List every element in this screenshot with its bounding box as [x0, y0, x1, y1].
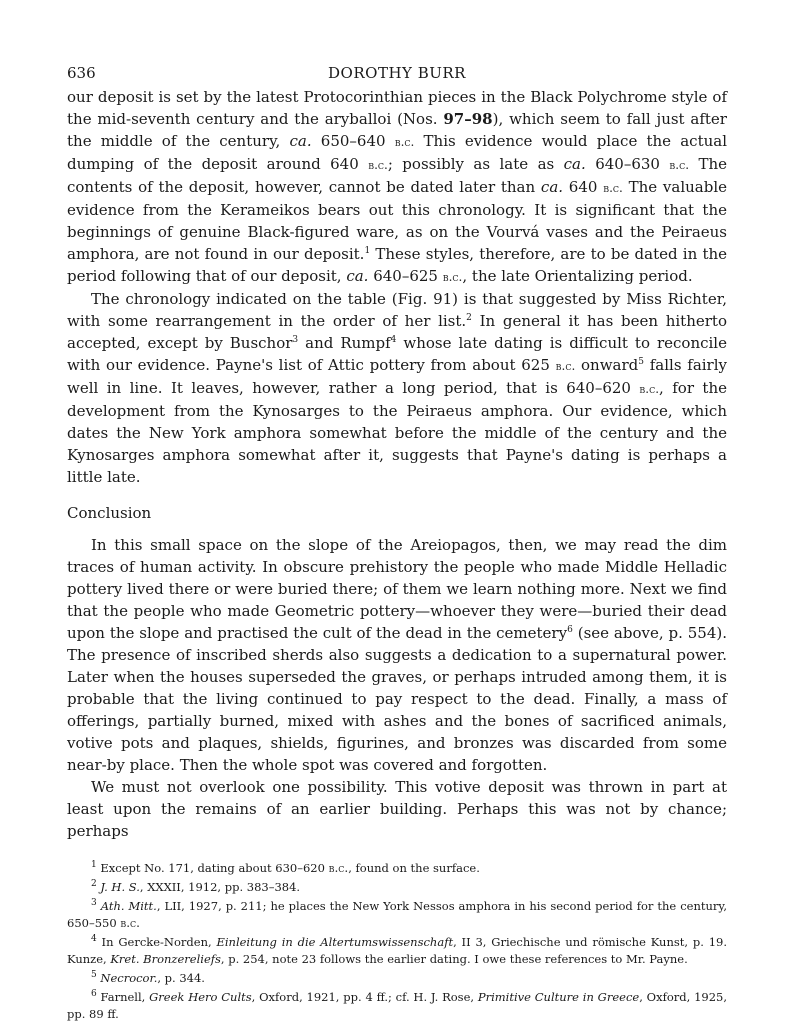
footnote-ref[interactable]: 4 — [390, 335, 397, 345]
footnote: $^5$ Necrocor., p. 344. — [91, 970, 205, 985]
footnote: $^6$ Farnell, Greek Hero Cults, Oxford, 1921, pp. 4 ff.; cf. H. J. Rose, Primitive Culture in Greece, Oxford, 1925, pp. 89 ff. — [67, 989, 727, 1021]
footnotes — [67, 860, 727, 1023]
footnote-ref[interactable]: 1 — [364, 246, 371, 256]
paragraph: We must not overlook one possibility. This votive deposit was thrown in part at least upon the remains of an earlier building. Perhaps this was not by chance; perhaps — [67, 778, 727, 840]
footnote: $^4$ In Gercke-Norden, Einleitung in die Altertumswissenschaft, II 3, Griechische und römische Kunst, p. 19. Kunze, Kret. Bronzereliefs, p. 254, note 23 follows the earlier dating. I owe these references to Mr. Payne. — [67, 934, 727, 966]
page — [67, 60, 727, 1023]
footnote: $^1$ Except No. 171, dating about 630–620 b.c., found on the surface. — [91, 860, 480, 875]
footnote-ref[interactable]: 5 — [638, 357, 644, 367]
running-head: DOROTHY BURR — [328, 64, 466, 82]
page-number: 636 — [67, 64, 96, 82]
footnote-ref[interactable]: 2 — [466, 313, 472, 323]
footnote: $^2$ J. H. S., XXXII, 1912, pp. 383–384. — [91, 879, 301, 894]
paragraph: our deposit is set by the latest Protocorinthian pieces in the Black Polychrome style of the mid-seventh century and the aryballoi (Nos. 97–98), which seem to fall just after the middle of the century, ca. 650–640 b.c. This evidence would place the actual dumping of the deposit around 640 b.c.; possibly as late as ca. 640–630 b.c. The contents of the deposit, however, cannot be dated later than ca. 640 b.c. The valuable evidence from the Kerameikos bears out this chronology. It is significant that the beginnings of genuine Black-figured ware, as on the Vourvá vases and the Peiraeus amphora, are not found in our deposit.$^1$ These styles, therefore, are to be dated in the period following that of our deposit, ca. 640–625 b.c., the late Orientalizing period. — [67, 88, 728, 285]
footnote-ref[interactable]: 6 — [567, 625, 573, 635]
section-heading: Conclusion — [67, 504, 152, 522]
paragraph: The chronology indicated on the table (Fig. 91) is that suggested by Miss Richter, with some rearrangement in the order of her list.$^2$ In general it has been hitherto accepted, except by Buschor$^3$ and Rumpf$^4$ whose late dating is difficult to reconcile with our evidence. Payne's list of Attic pottery from about 625 b.c. onward$^5$ falls fairly well in line. It leaves, however, rather a long period, that is 640–620 b.c., for the development from the Kynosarges to the Peiraeus amphora. Our evidence, which dates the New York amphora somewhat before the middle of the century and the Kynosarges amphora somewhat after it, suggests that Payne's dating is perhaps a little late. — [67, 290, 727, 486]
body-text — [67, 86, 727, 842]
footnote: $^3$ Ath. Mitt., LII, 1927, p. 211; he places the New York Nessos amphora in his second period for the century, 650–550 b.c. — [67, 898, 728, 930]
paragraph: In this small space on the slope of the Areiopagos, then, we may read the dim traces of human activity. In obscure prehistory the people who made Middle Helladic pottery lived there or were buried there; of them we learn nothing more. Next we find that the people who made Geometric pottery—whoever they were—buried their dead upon the slope and practised the cult of the dead in the cemetery$^6$ (see above, p. 554). The presence of inscribed sherds also suggests a dedication to a supernatural power. Later when the houses superseded the graves, or perhaps intruded among them, it is probable that the living continued to pay respect to the dead. Finally, a mass of offerings, partially burned, mixed with ashes and the bones of sacrificed animals, votive pots and plaques, shields, figurines, and bronzes was discarded from some near-by place. Then the whole spot was covered and forgotten. — [67, 536, 727, 774]
footnote-ref[interactable]: 3 — [292, 335, 299, 345]
running-header — [67, 60, 727, 86]
